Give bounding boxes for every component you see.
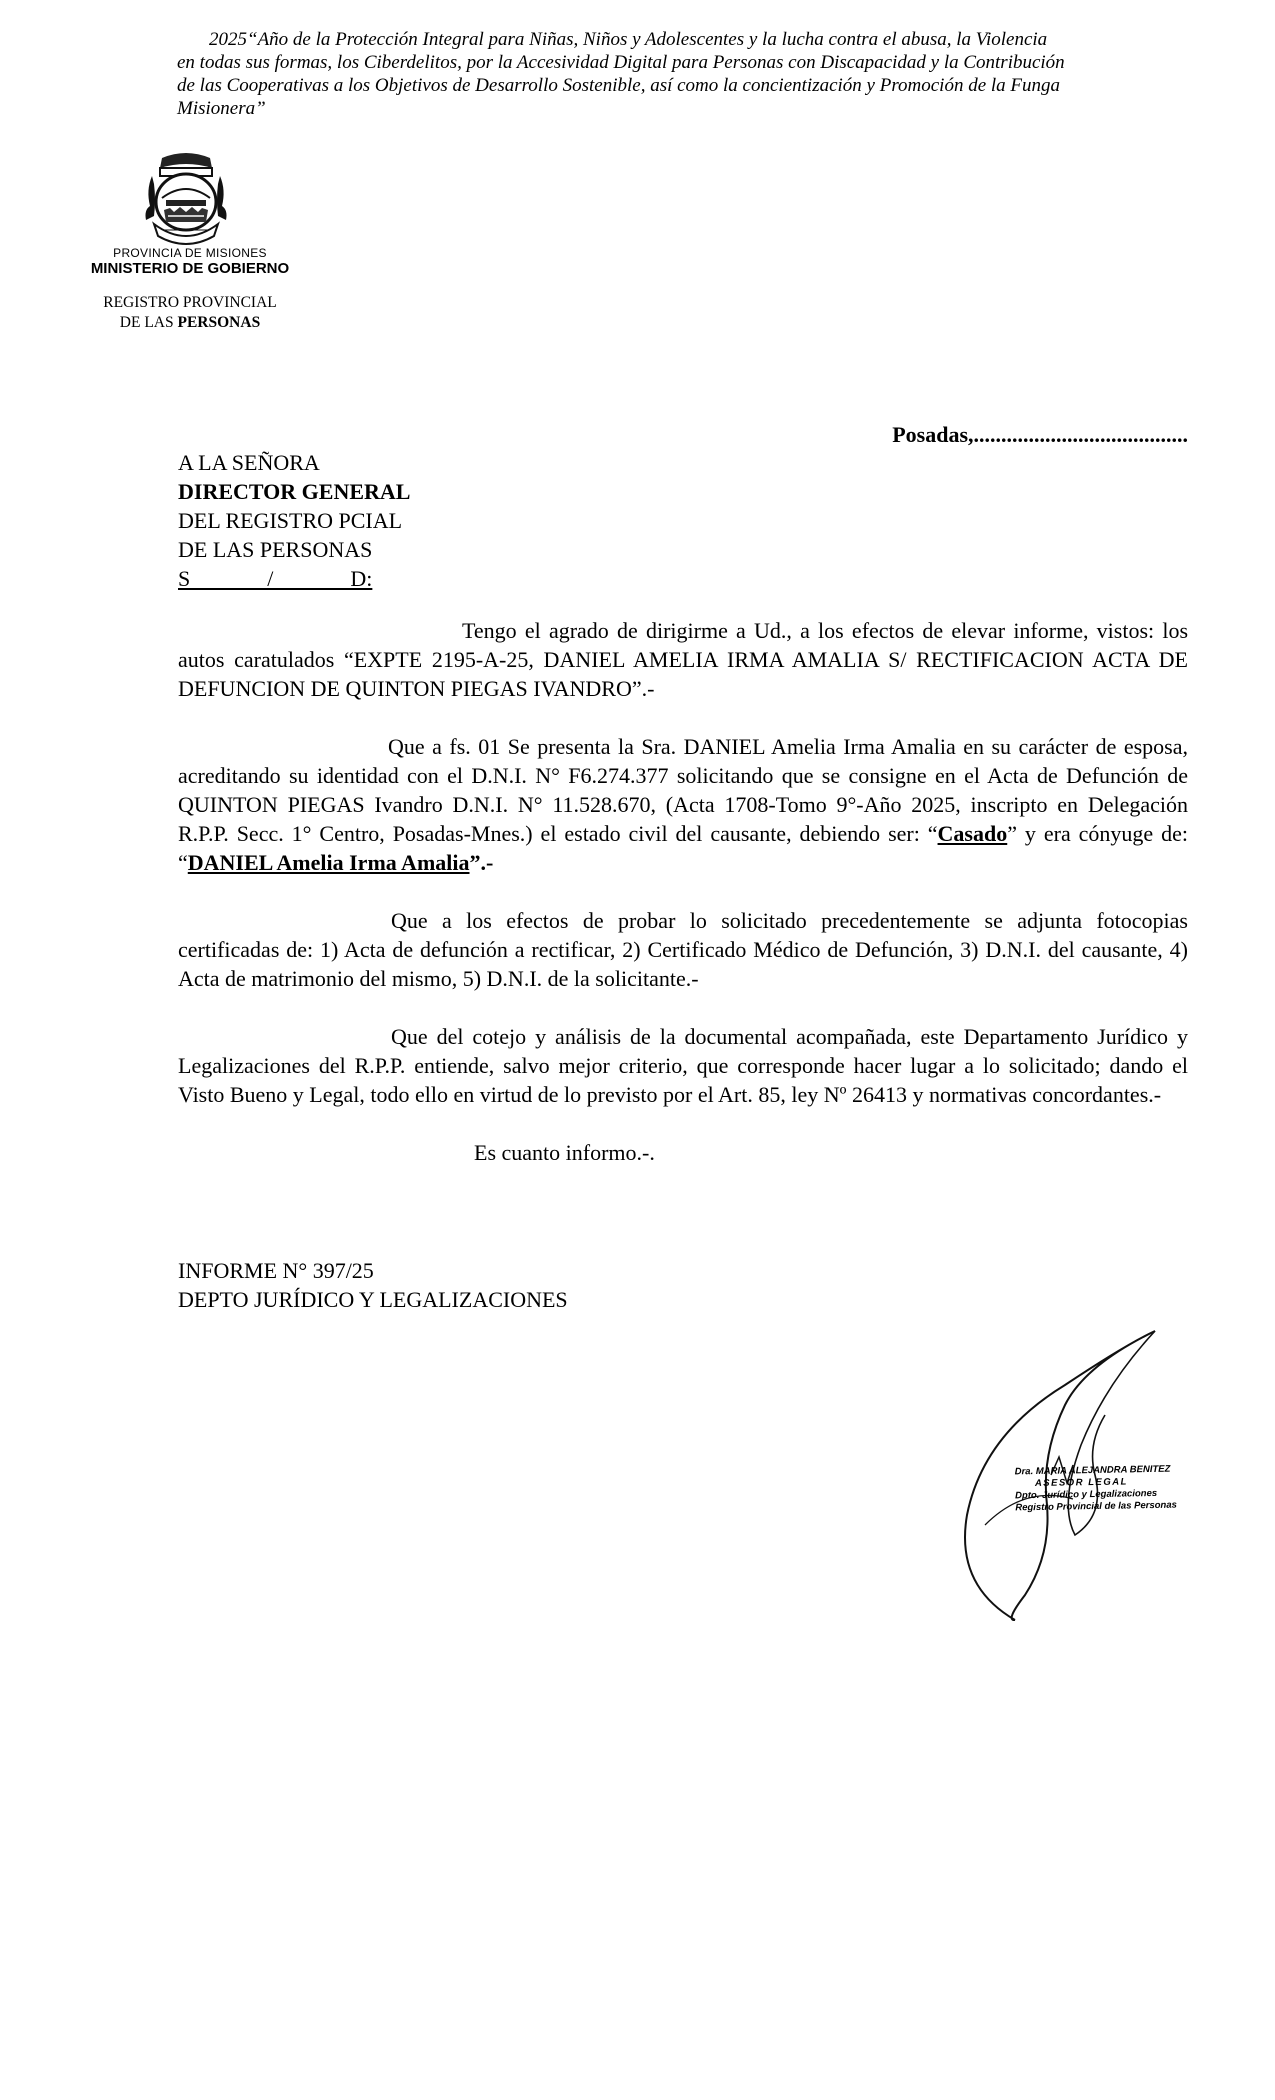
paragraph-text: Tengo el agrado de dirigirme a Ud., a los efectos de elevar informe, vistos: los autos caratulados “EXPTE 2195-A-25, DANIEL AMELIA IRMA AMALIA S/ RECTIFICACION ACTA DE DEFUNCION DE QUINTON PIEGAS IVANDRO”.-: [178, 618, 1188, 701]
motto-line: de las Cooperativas a los Objetivos de Desarrollo Sostenible, así como la concientización y Promoción de la Funga: [177, 75, 1061, 96]
registry-line: REGISTRO PROVINCIAL: [103, 294, 277, 311]
stamp-line: ASESOR LEGAL: [1034, 1476, 1128, 1490]
stamp-line: Registro Provincial de las Personas: [1015, 1499, 1177, 1514]
closing-line: Es cuanto informo.-.: [474, 1140, 655, 1165]
ministry-block: [60, 246, 320, 278]
registry-line: [75, 313, 305, 333]
addressee-block: [178, 448, 410, 593]
addressee-title: DIRECTOR GENERAL: [178, 479, 411, 504]
registry-prefix: DE LAS: [119, 314, 178, 331]
paragraph-text: Que a los efectos de probar lo solicitado precedentemente se adjunta fotocopias certificadas de: 1) Acta de defunción a rectificar, 2) Certificado Médico de Defunción, 3) D.N.I. del causante, 4) Acta de matrimonio del mismo, 5) D.N.I. de la solicitante.-: [178, 908, 1188, 991]
motto-line: Misionera”: [177, 98, 266, 119]
paragraph-text: ” y era cónyuge de: “: [178, 821, 1188, 875]
registry-block: [75, 293, 305, 333]
paragraph: [178, 1022, 1188, 1109]
report-number: INFORME N° 397/25: [178, 1258, 374, 1283]
province-name: PROVINCIA DE MISIONES: [113, 246, 267, 260]
signature-stamp: [1015, 1464, 1177, 1515]
date-line: Posadas,.......................................: [892, 422, 1188, 447]
motto-line: en todas sus formas, los Ciberdelitos, por la Accesividad Digital para Personas con Discapacidad y la Contribución: [177, 52, 1065, 73]
letter-body: [178, 616, 1188, 1196]
paragraph-end: ”.-: [469, 850, 494, 875]
spouse-name: DANIEL Amelia Irma Amalia: [187, 850, 470, 875]
ministry-name: MINISTERIO DE GOBIERNO: [90, 260, 290, 277]
report-block: [178, 1256, 568, 1314]
paragraph: [178, 732, 1188, 877]
province-seal-icon: [140, 150, 232, 252]
civil-status: Casado: [937, 821, 1008, 846]
paragraph-text: Que del cotejo y análisis de la documental acompañada, este Departamento Jurídico y Legalizaciones del R.P.P. entiende, salvo mejor criterio, que corresponde hacer lugar a lo solicitado; dando el Visto Bueno y Legal, todo ello en virtud de lo previsto por el Art. 85, ley Nº 26413 y normativas concordantes.-: [178, 1024, 1188, 1107]
motto-line: 2025“Año de la Protección Integral para Niñas, Niños y Adolescentes y la lucha contra el abusa, la Violencia: [209, 29, 1048, 50]
addressee-line: DEL REGISTRO PCIAL: [178, 508, 403, 533]
paragraph: [178, 906, 1188, 993]
report-department: DEPTO JURÍDICO Y LEGALIZACIONES: [178, 1287, 568, 1312]
addressee-line: A LA SEÑORA: [178, 450, 320, 475]
addressee-line: DE LAS PERSONAS: [178, 537, 373, 562]
paragraph: [178, 616, 1188, 703]
stamp-line: Dpto. Jurídico y Legalizaciones: [1015, 1487, 1158, 1502]
stamp-line: Dra. MARIA ALEJANDRA BENITEZ: [1014, 1463, 1171, 1478]
salutation-sd: S / D:: [178, 566, 373, 591]
paragraph-text: Que a fs. 01 Se presenta la Sra. DANIEL Amelia Irma Amalia en su carácter de esposa, acreditando su identidad con el D.N.I. N° F6.274.377 solicitando que se consigne en el Acta de Defunción de QUINTON PIEGAS Ivandro D.N.I. N° 11.528.670, (Acta 1708-Tomo 9°-Año 2025, inscripto en Delegación R.P.P. Secc. 1° Centro, Posadas-Mnes.) el estado civil del causante, debiendo ser: “: [178, 734, 1188, 846]
header-motto: [177, 28, 1177, 120]
registry-bold: PERSONAS: [177, 314, 261, 331]
